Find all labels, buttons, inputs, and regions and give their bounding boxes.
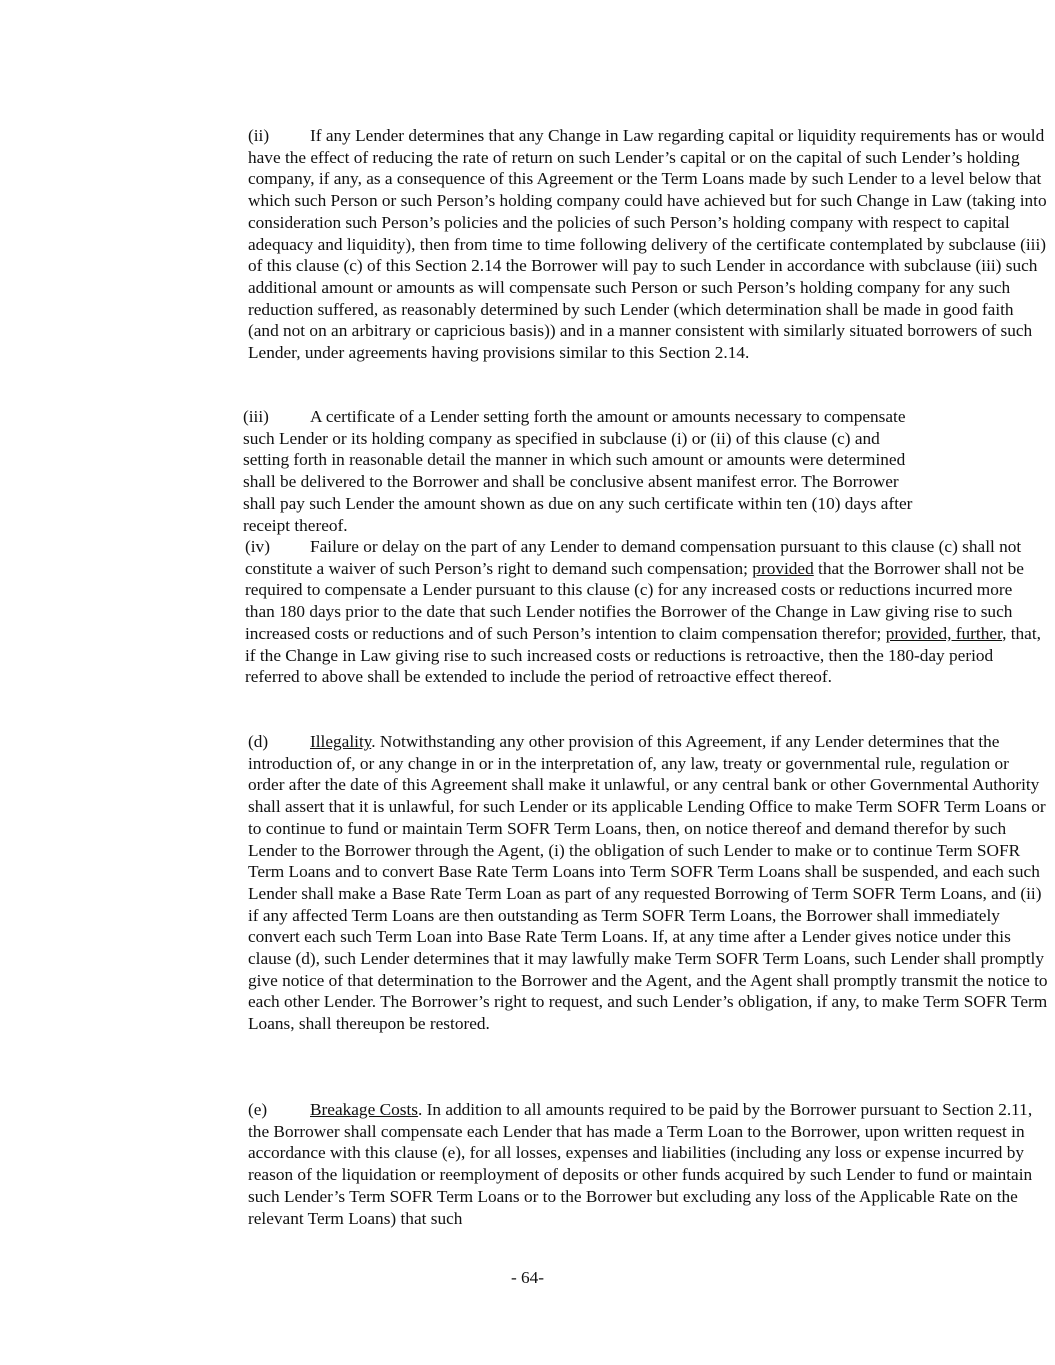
paragraph-d xyxy=(124,731,1048,1035)
paragraph-marker: (d) xyxy=(248,732,269,751)
paragraph-iii xyxy=(124,406,929,536)
paragraph-iv xyxy=(124,536,1045,688)
paragraph-text: . In addition to all amounts required to be paid by the Borrower pursuant to Section 2.11, the Borrower shall compensate each Lender that has made a Term Loan to the Borrower, upon written request in accordance with this clause (e), for all losses, expenses and liabilities (including any loss or expense incurred by reason of the liquidation or reemployment of deposits or other funds acquired by such Lender to fund or maintain such Lender’s Term SOFR Term Loans or to the Borrower but excluding any loss of the Applicable Rate on the relevant Term Loans) that such xyxy=(248,1100,1033,1228)
page-number: - 64- xyxy=(510,1268,545,1287)
paragraph-marker: (e) xyxy=(248,1100,268,1119)
paragraph-text: A certificate of a Lender setting forth the amount or amounts necessary to compensate such Lender or its holding company as specified in subclause (i) or (ii) of this clause (c) and setting forth in reasonable detail the manner in which such amount or amounts were determined shall be delivered to the Borrower and shall be conclusive absent manifest error. The Borrower shall pay such Lender the amount shown as due on any such certificate within ten (10) days after receipt thereof. xyxy=(243,407,913,535)
paragraph-text: , that, if the Change in Law giving rise to such increased costs or reductions is retroactive, then the 180-day period referred to above shall be extended to include the period of retroactive effect thereof. xyxy=(245,623,1041,687)
provided-further-term: provided, further xyxy=(885,623,1003,643)
paragraph-text: If any Lender determines that any Change in Law regarding capital or liquidity requirements has or would have the effect of reducing the rate of return on such Lender’s capital or on the capital of such Lender’s holding company, if any, as a consequence of this Agreement or the Term Loans made by such Lender to a level below that which such Person or such Person’s holding company could have achieved but for such Change in Law (taking into consideration such Person’s policies and the policies of such Person’s holding company with respect to capital adequacy and liquidity), then from time to time following delivery of the certificate contemplated by subclause (iii) of this clause (c) of this Section 2.14 the Borrower will pay to such Lender in accordance with subclause (iii) such additional amount or amounts as will compensate such Person or such Person’s holding company for any such reduction suffered, as reasonably determined by such Lender (which determination shall be made in good faith (and not on an arbitrary or capricious basis)) and in a manner consistent with similarly situated borrowers of such Lender, under agreements having provisions similar to this Section 2.14. xyxy=(248,126,1047,363)
section-heading-breakage-costs: Breakage Costs xyxy=(310,1100,418,1119)
section-heading-illegality: Illegality xyxy=(310,732,372,751)
paragraph-text: that the Borrower shall not be required to compensate a Lender pursuant to this clause (c) for any increased costs or reductions incurred more than 180 days prior to the date that such Lender notifies the Borrower of the Change in Law giving rise to such increased costs or reductions and of such Person’s intention to claim compensation therefor; xyxy=(245,558,1024,643)
paragraph-e xyxy=(124,1099,1048,1229)
paragraph-text: Failure or delay on the part of any Lender to demand compensation pursuant to this clause (c) shall not constitute a waiver of such Person’s right to demand such compensation; xyxy=(245,537,1022,578)
paragraph-marker: (iii) xyxy=(243,407,269,426)
paragraph-ii xyxy=(124,125,1048,364)
paragraph-marker: (ii) xyxy=(248,126,270,145)
paragraph-marker: (iv) xyxy=(245,537,270,556)
paragraph-text: . Notwithstanding any other provision of this Agreement, if any Lender determines that the introduction of, or any change in or in the interpretation of, any law, treaty or governmental rule, regulation or order after the date of this Agreement shall make it unlawful, or any central bank or other Governmental Authority shall assert that it is unlawful, for such Lender or its applicable Lending Office to make Term SOFR Term Loans or to continue to fund or maintain Term SOFR Term Loans, then, on notice thereof and demand therefor by such Lender to the Borrower through the Agent, (i) the obligation of such Lender to make or to continue Term SOFR Term Loans and to convert Base Rate Term Loans into Term SOFR Term Loans shall be suspended, and each such Lender shall make a Base Rate Term Loan as part of any requested Borrowing of Term SOFR Term Loans, and (ii) if any affected Term Loans are then outstanding as Term SOFR Term Loans, the Borrower shall immediately convert each such Term Loan into Base Rate Term Loans. If, at any time after a Lender gives notice under this clause (d), such Lender determines that it may lawfully make Term SOFR Term Loans, such Lender shall promptly give notice of that determination to the Borrower and the Agent, and the Agent shall promptly transmit the notice to each other Lender. The Borrower’s right to request, and such Lender’s obligation, if any, to make Term SOFR Term Loans, shall thereupon be restored. xyxy=(248,732,1048,1034)
provided-term: provided xyxy=(752,558,814,578)
